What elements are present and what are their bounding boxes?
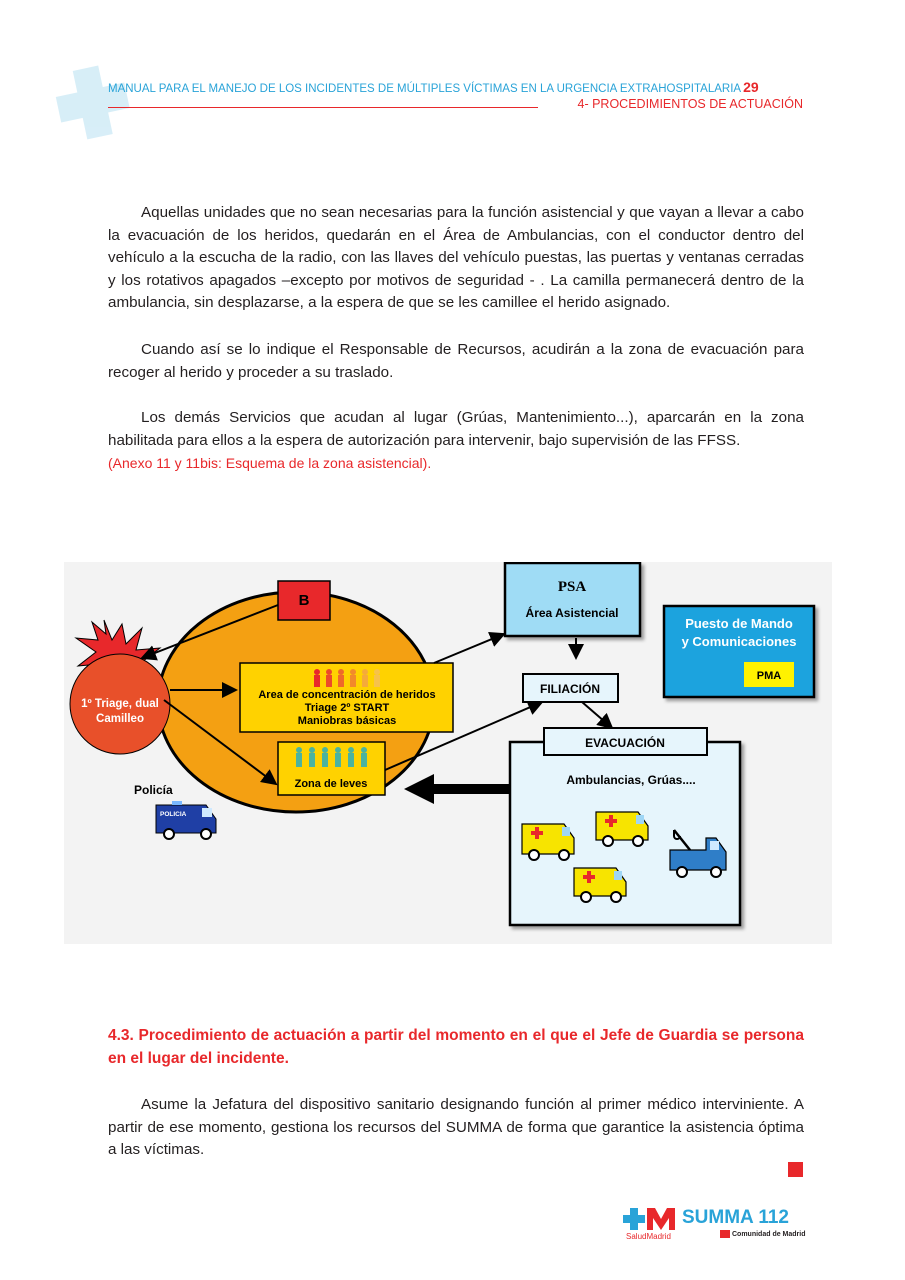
policia-label: Policía <box>134 783 173 797</box>
paragraph-2-text: Cuando así se lo indique el Responsable de Recursos, acudirán a la zona de evacuación para recoger al herido y proceder a su traslado. <box>108 341 804 381</box>
pma-label: PMA <box>756 670 782 682</box>
background-cross-logo <box>50 58 150 148</box>
leves-label: Zona de leves <box>294 778 368 790</box>
section-paragraph-text: Asume la Jefatura del dispositivo sanitario designando función al primer médico interviniente. A partir de ese momento, gestiona los recursos del SUMMA de forma que garantice la asistencia óptima a las víctimas. <box>108 1096 804 1158</box>
section-title: 4.3. Procedimiento de actuación a partir del momento en el que el Jefe de Guardia se persona en el lugar del incidente. <box>108 1027 804 1067</box>
header-divider <box>108 107 538 108</box>
comunidad-text: Comunidad de Madrid <box>732 1230 806 1238</box>
paragraph-3 <box>108 407 804 476</box>
salud-madrid-text: SaludMadrid <box>626 1232 671 1241</box>
ambulancias-label: Ambulancias, Grúas.... <box>566 773 696 787</box>
triage-label-1: 1º Triage, dual <box>81 698 159 710</box>
filiacion-label: FILIACIÓN <box>540 682 600 696</box>
salud-madrid-logo-icon <box>623 1206 679 1232</box>
police-van-icon <box>156 801 216 839</box>
zona-asistencial-diagram <box>64 562 832 944</box>
evacuacion-label: EVACUACIÓN <box>585 736 665 750</box>
header-title <box>108 79 802 95</box>
concentration-line-1: Area de concentración de heridos <box>258 689 436 701</box>
page-number: 29 <box>743 79 759 95</box>
psa-box <box>505 563 640 636</box>
paragraph-1-text: Aquellas unidades que no sean necesarias para la función asistencial y que vayan a llevar a cabo la evacuación de los heridos, quedarán en el Área de Ambulancias, con el conductor dentro del vehículo a la escucha de la radio, con las llaves del vehículo puestas, las puertas y ventanas cerradas y los rotativos apagados –excepto por motivos de seguridad - . La camilla permanecerá dentro de la ambulancia, sin desplazarse, a la espera de que se les camillee el herido asignado. <box>108 204 804 311</box>
paragraph-1 <box>108 202 804 315</box>
concentration-line-3: Maniobras básicas <box>297 715 397 727</box>
section-paragraph <box>108 1094 804 1162</box>
end-marker <box>788 1162 803 1177</box>
psa-title: PSA <box>557 579 587 595</box>
return-arrow-shaft <box>434 784 510 794</box>
header-section: 4- PROCEDIMIENTOS DE ACTUACIÓN <box>577 97 803 111</box>
comunidad-madrid <box>720 1230 806 1238</box>
summa-brand: SUMMA 112 <box>682 1207 789 1228</box>
b-box-label: B <box>298 592 310 609</box>
triage-label-2: Camilleo <box>96 713 144 725</box>
police-van-text: POLICIA <box>160 811 187 818</box>
ambulance-icon-1 <box>522 824 574 860</box>
annex-reference: (Anexo 11 y 11bis: Esquema de la zona asistencial). <box>108 455 432 471</box>
return-arrow-head <box>404 774 434 804</box>
psa-subtitle: Área Asistencial <box>525 606 619 620</box>
arrow-concentration-to-psa <box>434 634 504 663</box>
concentration-line-2: Triage 2º START <box>304 702 390 714</box>
paragraph-3-text: Los demás Servicios que acudan al lugar (Grúas, Mantenimiento...), aparcarán en la zona habilitada para ellos a la espera de autorización para intervenir, bajo supervisión de las FFSS. <box>108 409 804 449</box>
madrid-flag-icon <box>720 1230 730 1238</box>
header-title-text: MANUAL PARA EL MANEJO DE LOS INCIDENTES DE MÚLTIPLES VÍCTIMAS EN LA URGENCIA EXTRAHOSPITALARIA <box>108 83 742 95</box>
puesto-line-2: y Comunicaciones <box>681 634 797 649</box>
arrow-filiacion-to-evacuacion <box>582 702 612 728</box>
puesto-line-1: Puesto de Mando <box>685 616 793 631</box>
paragraph-2 <box>108 339 804 384</box>
